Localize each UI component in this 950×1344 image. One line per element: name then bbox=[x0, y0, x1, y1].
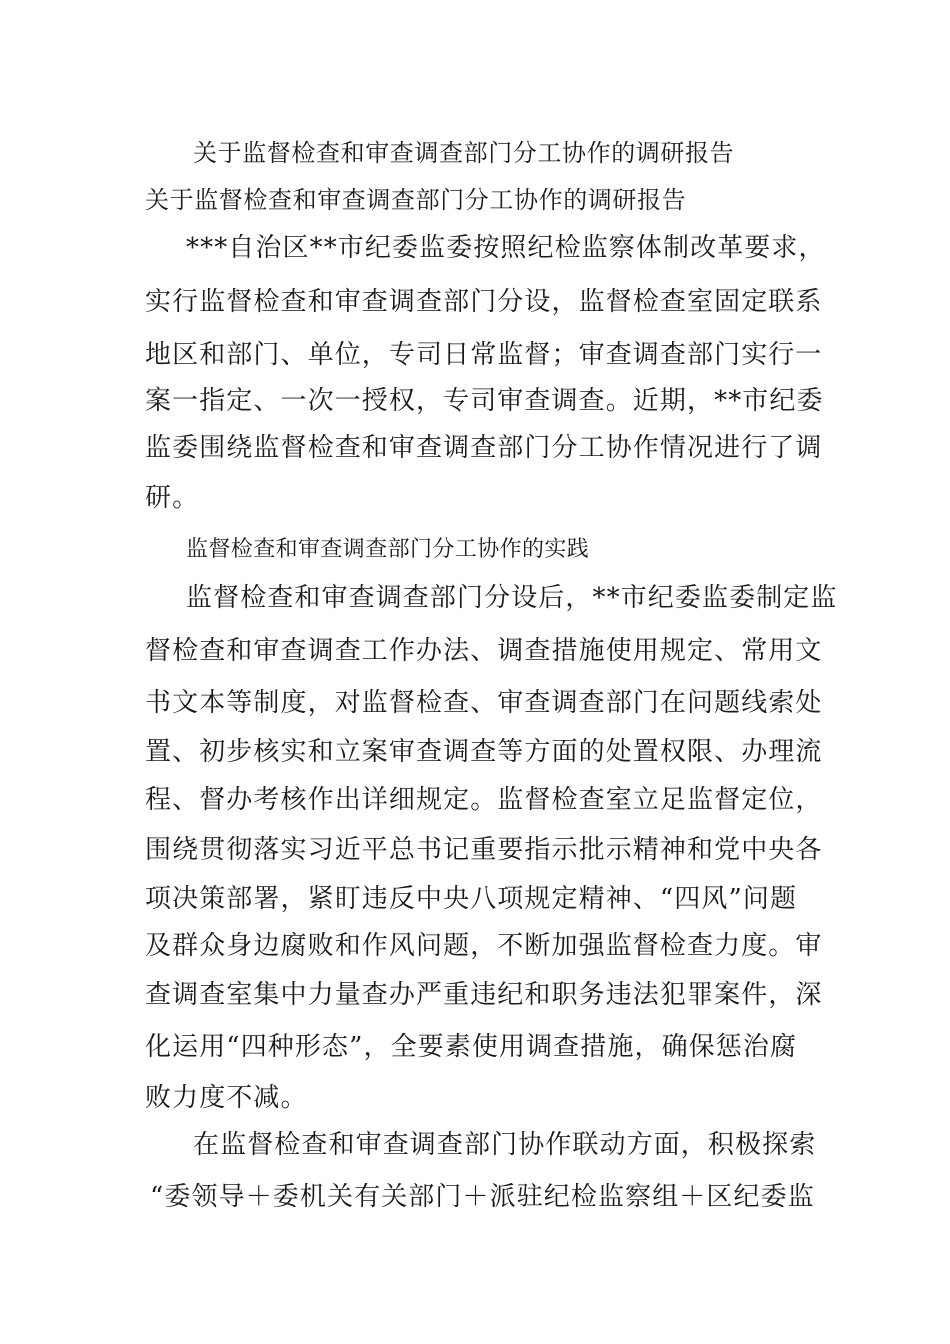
document-title: 关于监督检查和审查调查部门分工协作的调研报告 bbox=[145, 186, 687, 214]
paragraph-2-line: 监督检查和审查调查部门分设后，**市纪委监委制定监 bbox=[186, 583, 838, 613]
section-heading: 监督检查和审查调查部门分工协作的实践 bbox=[186, 537, 590, 562]
paragraph-1-line: 案一指定、一次一授权，专司审查调查。近期，**市纪委 bbox=[145, 386, 824, 416]
paragraph-2-line: 及群众身边腐败和作风问题，不断加强监督检查力度。审 bbox=[145, 931, 823, 961]
paragraph-3-line: 在监督检查和审查调查部门协作联动方面，积极探索 bbox=[193, 1130, 817, 1160]
paragraph-1-line: 监委围绕监督检查和审查调查部门分工协作情况进行了调 bbox=[145, 433, 823, 463]
paragraph-2-line: 查调查室集中力量查办严重违纪和职务违法犯罪案件，深 bbox=[145, 980, 823, 1010]
paragraph-2-line: 程、督办考核作出详细规定。监督检查室立足监督定位， bbox=[145, 785, 823, 815]
paragraph-2-line: 书文本等制度，对监督检查、审查调查部门在问题线索处 bbox=[145, 688, 823, 718]
paragraph-2-line: 督检查和审查调查工作办法、调查措施使用规定、常用文 bbox=[145, 636, 823, 666]
paragraph-2-line: 化运用“四种形态”，全要素使用调查措施，确保惩治腐 bbox=[145, 1032, 798, 1062]
paragraph-1-line: ***自治区**市纪委监委按照纪检监察体制改革要求， bbox=[186, 233, 826, 263]
paragraph-1-line: 研。 bbox=[145, 483, 200, 513]
paragraph-2-line: 项决策部署，紧盯违反中央八项规定精神、“四风”问题 bbox=[145, 884, 798, 914]
paragraph-1-line: 地区和部门、单位，专司日常监督；审查调查部门实行一 bbox=[145, 340, 823, 370]
paragraph-2-line: 置、初步核实和立案审查调查等方面的处置权限、办理流 bbox=[145, 737, 823, 767]
paragraph-3-line: “委领导＋委机关有关部门＋派驻纪检监察组＋区纪委监 bbox=[150, 1182, 815, 1212]
paragraph-1-line: 实行监督检查和审查调查部门分设，监督检查室固定联系 bbox=[145, 287, 823, 317]
paragraph-2-line: 围绕贯彻落实习近平总书记重要指示批示精神和党中央各 bbox=[145, 835, 823, 865]
paragraph-2-line: 败力度不减。 bbox=[145, 1083, 308, 1113]
document-title-repeated: 关于监督检查和审查调查部门分工协作的调研报告 bbox=[193, 139, 735, 167]
